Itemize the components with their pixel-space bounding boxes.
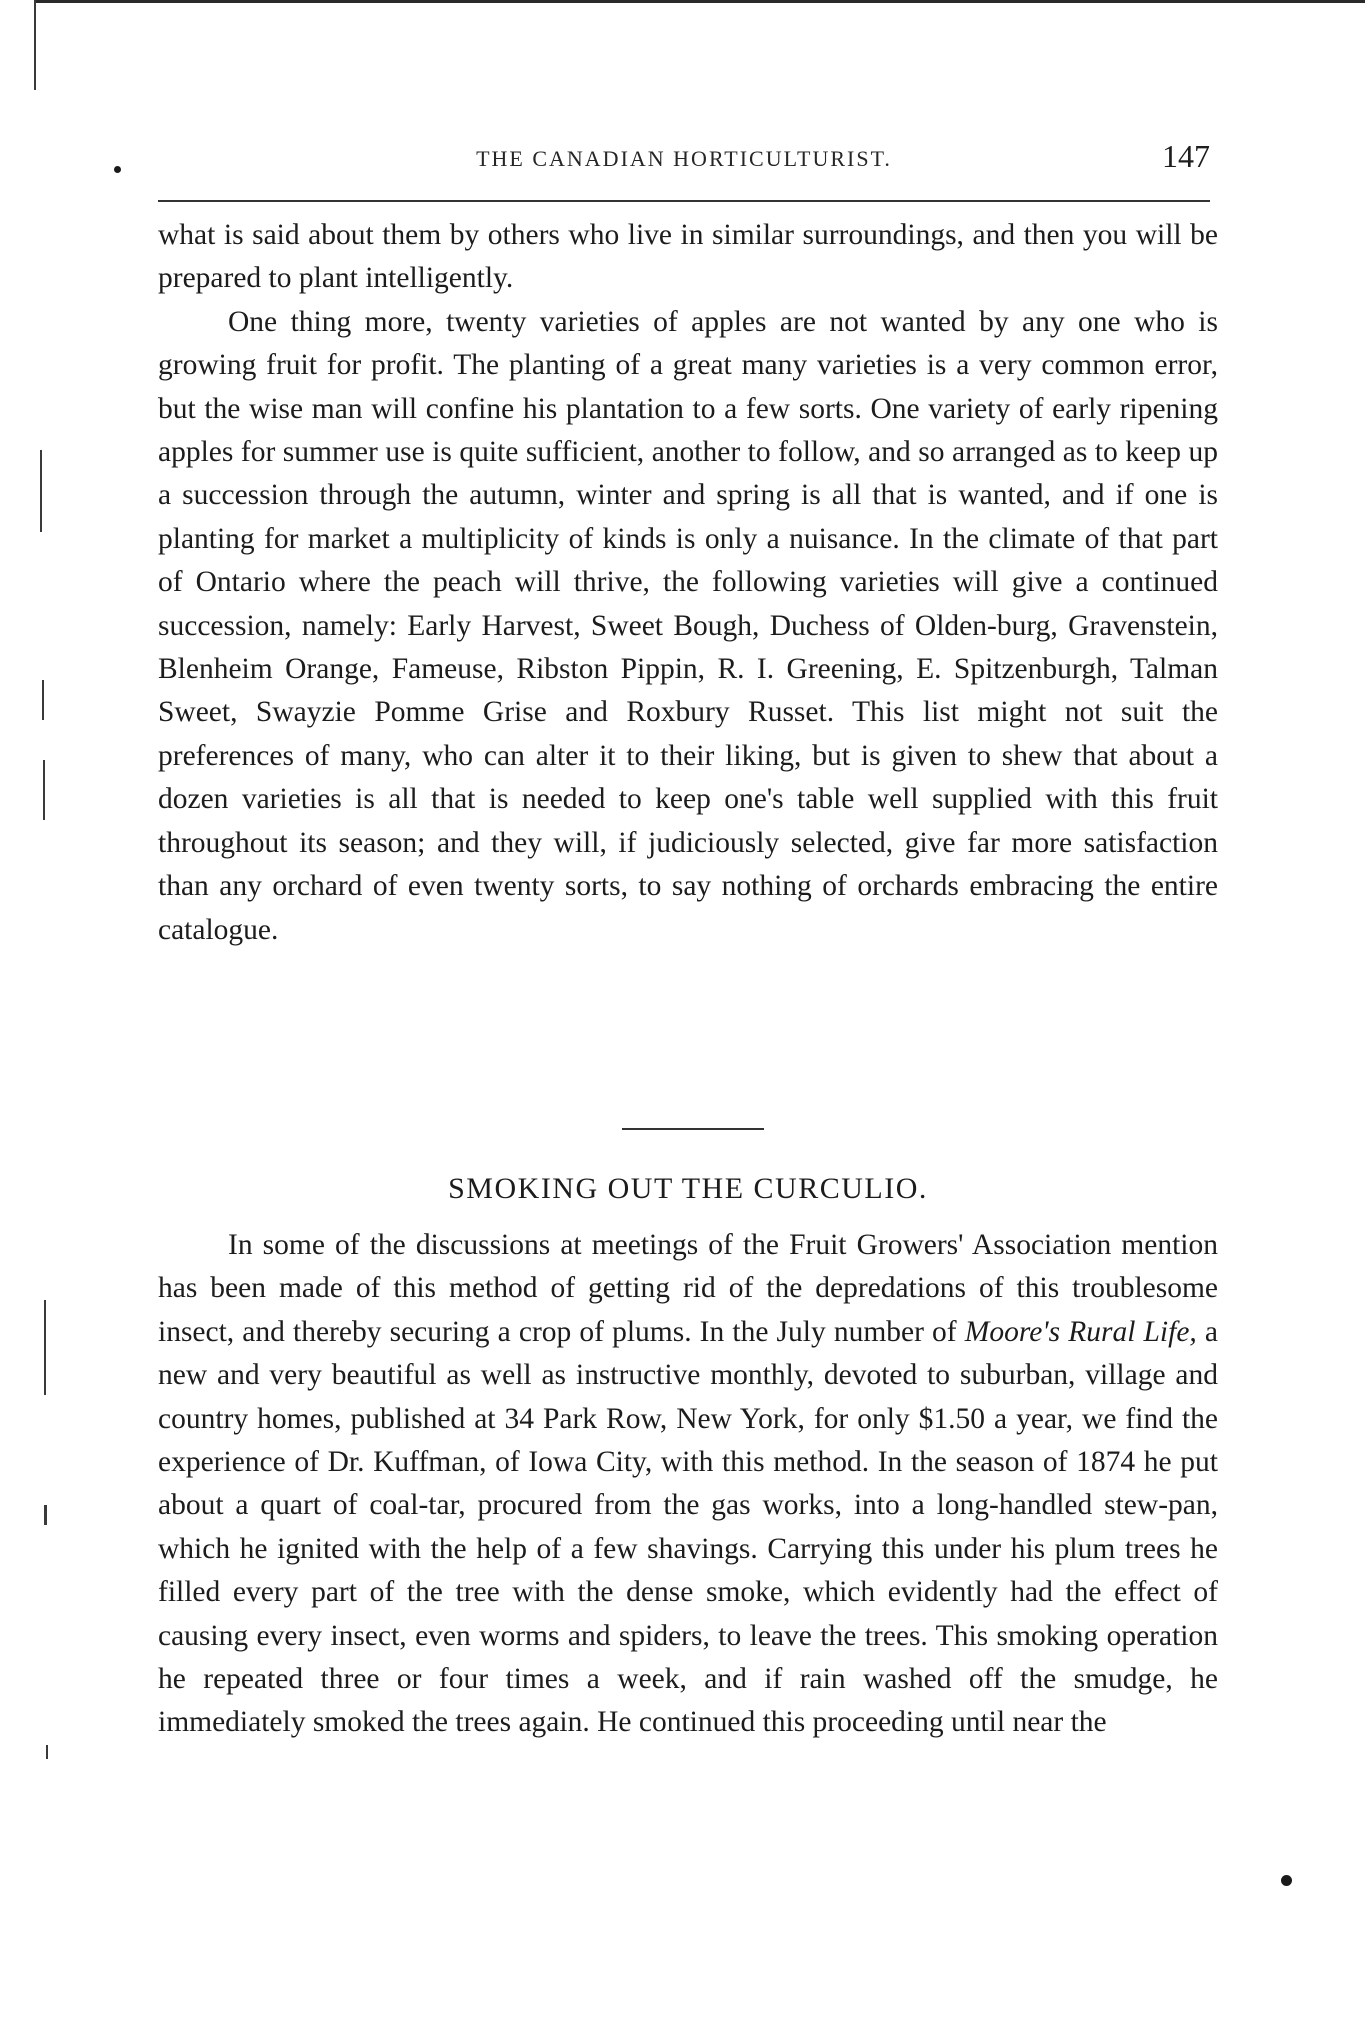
paragraph-continued: what is said about them by others who live in similar surroundings, and then you will be prepared to plant intelligently. [158, 219, 1218, 295]
running-head [158, 138, 1210, 186]
margin-mark [44, 1505, 47, 1525]
header-rule [158, 200, 1210, 202]
section-body [158, 1224, 1218, 1745]
margin-bullet-dot [1281, 1875, 1292, 1886]
scan-left-rule [34, 0, 36, 90]
margin-mark [42, 680, 44, 720]
article-body [158, 214, 1218, 952]
publication-title: Moore's Rural Life, [964, 1315, 1197, 1348]
margin-mark [43, 760, 45, 820]
margin-mark [40, 450, 42, 532]
paragraph [158, 1224, 1218, 1745]
paragraph-text: a new and very beautiful as well as instructive monthly, devoted to suburban, village and country homes, published at 34 Park Row, New York, for only $1.50 a year, we find the experience of Dr. Kuffman, of Iowa City, with this method. In the season of 1874 he put about a quart of coal-tar, procured from the gas works, into a long-handled stew-pan, which he ignited with the help of a few shavings. Carrying this under his plum trees he filled every part of the tree with the dense smoke, which evidently had the effect of causing every insect, even worms and spiders, to leave the trees. This smoking operation he repeated three or four times a week, and if rain washed off the smudge, he immediately smoked the trees again. He continued this proceeding until near the [158, 1315, 1219, 1739]
margin-bullet-dot [114, 166, 121, 173]
margin-mark [44, 1300, 46, 1395]
running-title: THE CANADIAN HORTICULTURIST. [476, 146, 892, 171]
section-heading: SMOKING OUT THE CURCULIO. [448, 1172, 928, 1205]
section-divider-rule [622, 1128, 764, 1130]
page-number: 147 [1162, 138, 1210, 174]
paragraph-text: In some of the discussions at meetings of the Fruit Growers' Association mention has been made of this method of getting rid of the depredations of this troublesome insect, and thereby securing a crop of plums. In the July number of [158, 1229, 1218, 1348]
scan-top-rule [36, 0, 1365, 3]
paragraph: One thing more, twenty varieties of apples are not wanted by any one who is growing fruit for profit. The planting of a great many varieties is a very common error, but the wise man will confine his plantation to a few sorts. One variety of early ripening apples for summer use is quite sufficient, another to follow, and so arranged as to keep up a succession through the autumn, winter and spring is all that is wanted, and if one is planting for market a multiplicity of kinds is only a nuisance. In the climate of that part of Ontario where the peach will thrive, the following varieties will give a continued succession, namely: Early Harvest, Sweet Bough, Duchess of Olden-burg, Gravenstein, Blenheim Orange, Fameuse, Ribston Pippin, R. I. Greening, E. Spitzenburgh, Talman Sweet, Swayzie Pomme Grise and Roxbury Russet. This list might not suit the preferences of many, who can alter it to their liking, but is given to shew that about a dozen varieties is all that is needed to keep one's table well supplied with this fruit throughout its season; and they will, if judiciously selected, give far more satisfaction than any orchard of even twenty sorts, to say nothing of orchards embracing the entire catalogue. [158, 305, 1218, 946]
margin-mark [46, 1745, 48, 1759]
